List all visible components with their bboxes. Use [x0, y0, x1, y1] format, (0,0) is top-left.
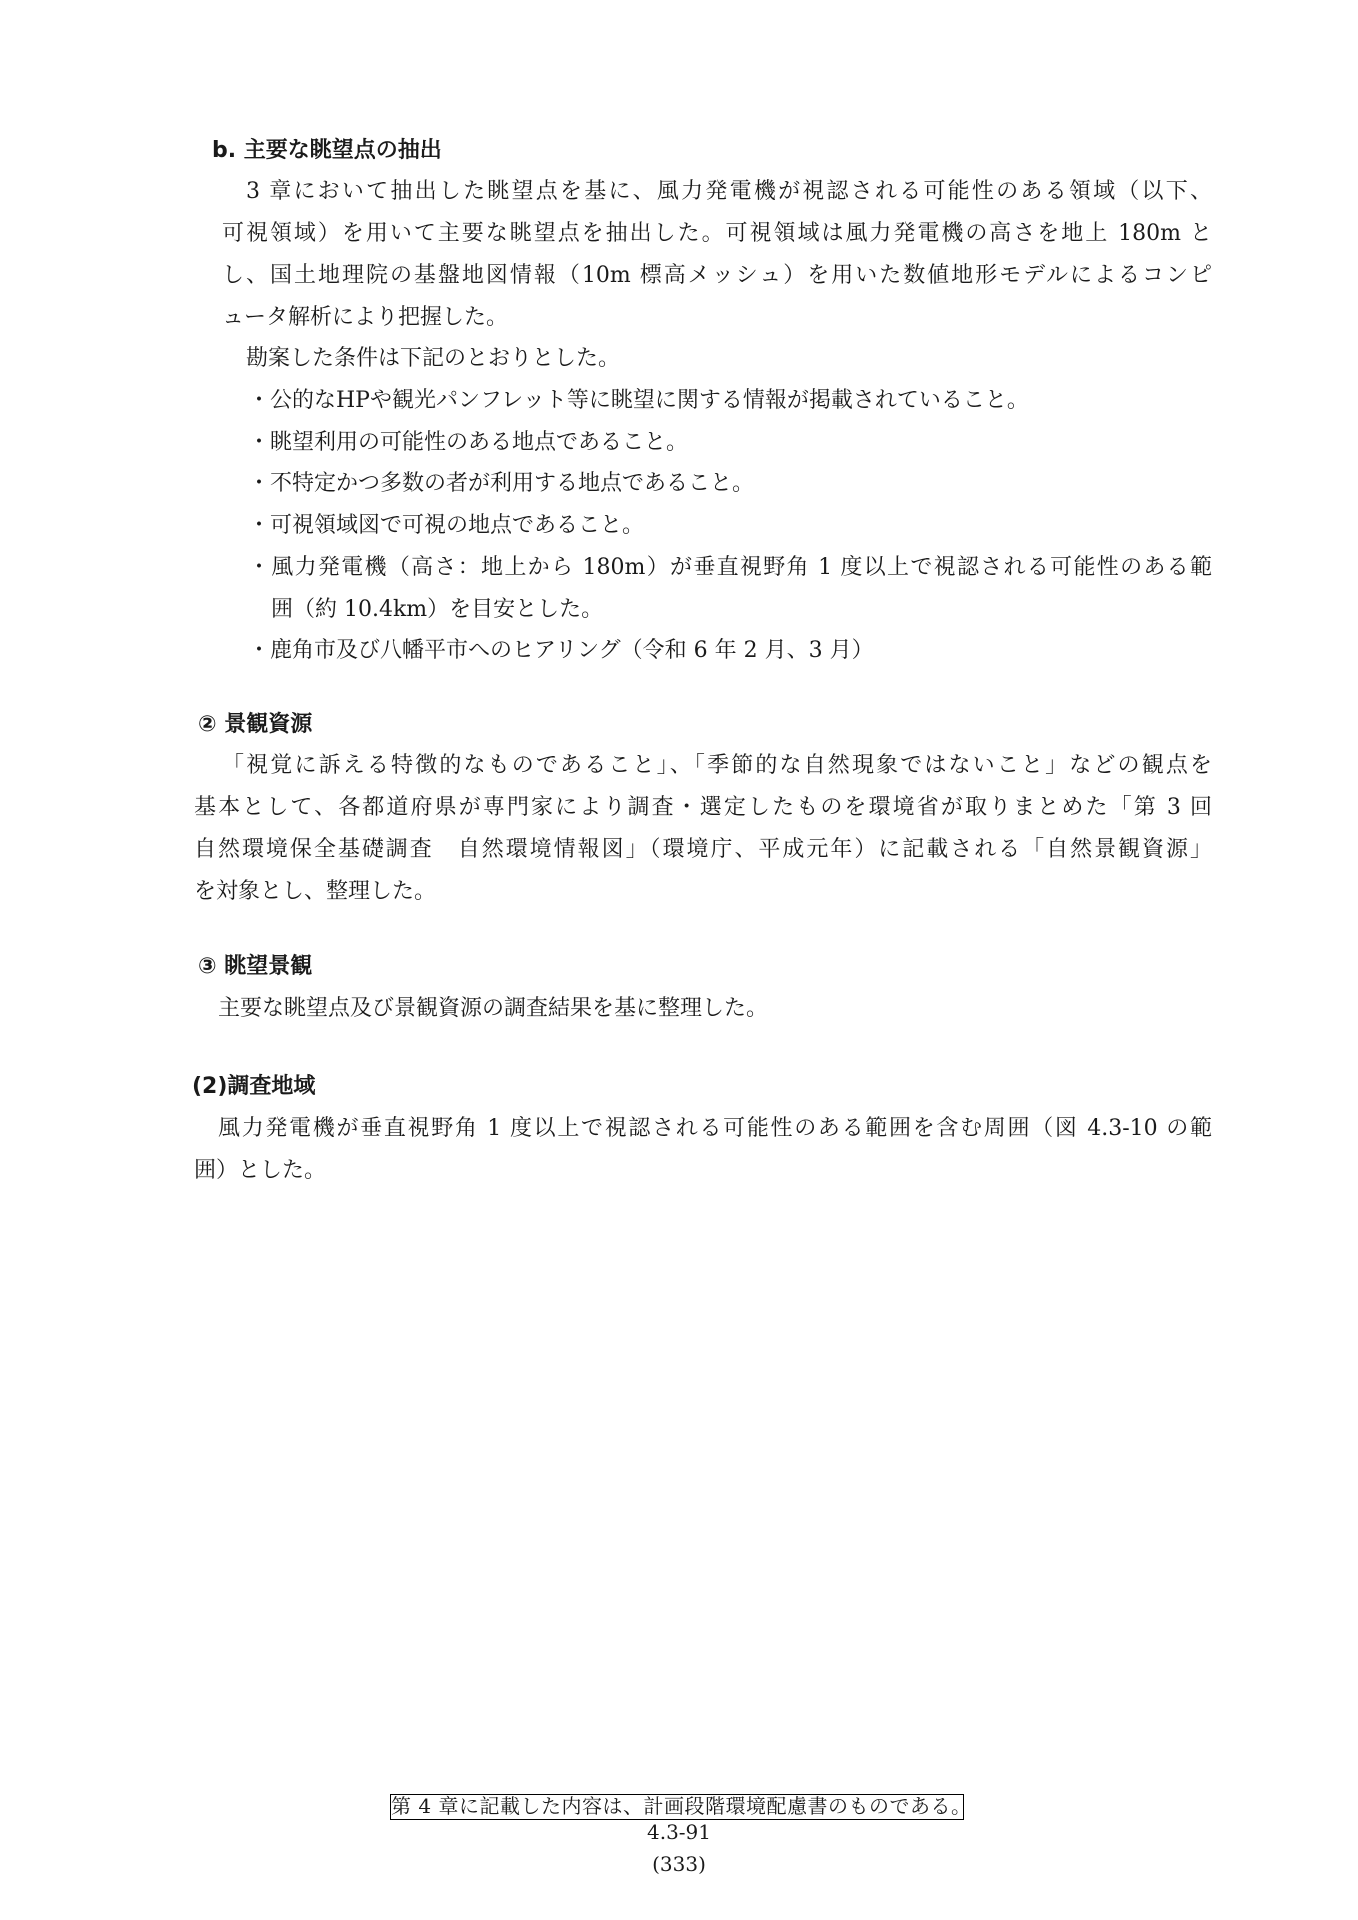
conditions-intro: 勘案した条件は下記のとおりとした。	[246, 346, 621, 371]
paragraph-line: 囲）とした。	[194, 1158, 327, 1183]
condition-item: ・風力発電機（高さ：地上から 180m）が垂直視野角 1 度以上で視認される可能性のある範	[248, 555, 1212, 580]
page-sub-number: (333)	[652, 1852, 706, 1876]
paragraph-line: 基本として、各都道府県が専門家により調査・選定したものを環境省が取りまとめた「第 3 回	[194, 795, 1212, 820]
condition-item: ・可視領域図で可視の地点であること。	[248, 513, 645, 538]
condition-item: ・眺望利用の可能性のある地点であること。	[248, 430, 689, 455]
paragraph-line: し、国土地理院の基盤地図情報（10m 標高メッシュ）を用いた数値地形モデルによるコンピ	[222, 263, 1212, 288]
page-number: 4.3-91	[646, 1820, 711, 1844]
paragraph-line: ュータ解析により把握した。	[222, 305, 509, 330]
condition-item: ・不特定かつ多数の者が利用する地点であること。	[248, 471, 755, 496]
section-b-heading: b. 主要な眺望点の抽出	[212, 138, 442, 163]
paragraph-line: 「視覚に訴える特徴的なものであること」、「季節的な自然現象ではないこと」などの観点を	[222, 753, 1212, 778]
paragraph-line: 主要な眺望点及び景観資源の調査結果を基に整理した。	[218, 996, 769, 1021]
paragraph-line: 風力発電機が垂直視野角 1 度以上で視認される可能性のある範囲を含む周囲（図 4.3-10 の範	[218, 1116, 1212, 1141]
section-view-landscape-heading: ③ 眺望景観	[198, 954, 313, 979]
paragraph-line: 可視領域）を用いて主要な眺望点を抽出した。可視領域は風力発電機の高さを地上 180m と	[222, 221, 1212, 246]
footer-note-box: 第 4 章に記載した内容は、計画段階環境配慮書のものである。	[391, 1794, 972, 1818]
survey-area-heading: (2)調査地域	[192, 1074, 316, 1099]
condition-item: ・公的なHPや観光パンフレット等に眺望に関する情報が掲載されていること。	[248, 388, 1029, 413]
paragraph-line: 3 章において抽出した眺望点を基に、風力発電機が視認される可能性のある領域（以下、	[246, 179, 1212, 204]
condition-item: ・鹿角市及び八幡平市へのヒアリング（令和 6 年 2 月、3 月）	[248, 638, 874, 663]
condition-item-continued: 囲（約 10.4km）を目安とした。	[271, 597, 604, 622]
section-landscape-resources-heading: ② 景観資源	[198, 712, 313, 737]
paragraph-line: 自然環境保全基礎調査 自然環境情報図」（環境庁、平成元年）に記載される「自然景観資源」	[194, 837, 1212, 862]
paragraph-line: を対象とし、整理した。	[194, 879, 437, 904]
